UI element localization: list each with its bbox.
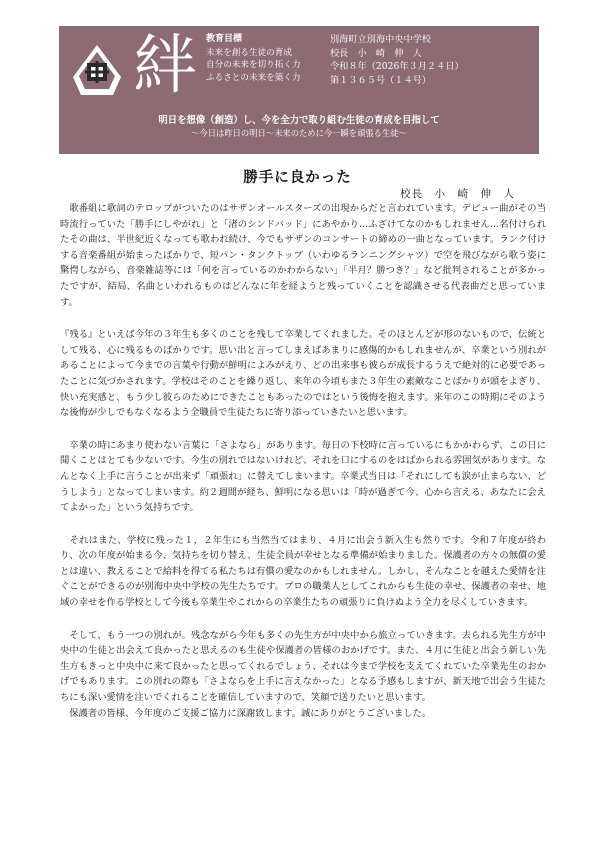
article-title: 勝手に良かった xyxy=(243,170,352,186)
article-paragraph: 保護者の皆様、今年度のご支援ご協力に深謝致します。誠にありがとうございました。 xyxy=(60,707,432,719)
issue-date: 令和８年（2026年３月２４日） xyxy=(330,61,464,72)
school-emblem-icon xyxy=(71,43,123,97)
article-paragraph: 卒業の時にあまり使わない言葉に「さよなら」があります。毎日の下校時に言っているにもかかわらず、この日に聞くことはとても少ないです。今生の別れではないけれど、それを口にするのをはばかられる雰囲気があります。なんとなく上手に言うことが出来ず「頑張れ」に替えてしまいます。卒業式当日は「それにしても涙が止まらない、どうしよう」となってしまいます。約２週間が経ち、鮮明になる思いは「時が過ぎて今、心から言える、あなたに会えてよかった」という気持ちです。 xyxy=(60,439,546,514)
article-paragraph: それはまた、学校に残った１，２年生にも当然当てはまり、４月に出会う新入生も然りです。令和７年度が終わり、次の年度が始まる今、気持ちを切り替え、生徒全員が幸せとなる準備が始まりました。保護者の方々の無償の愛とは違い、教えることで給料を得てる私たちは有償の愛なのかもしれません。しかし、そんなことを越えた愛情を注ぐことができるのが別海中央中学校の先生たちです。プロの職業人としてこれからも生徒の幸せ、保護者の幸せ、地域の幸せを作る学校として今後も卒業生やこれからの卒業生たちの頑張りに負けぬよう全力を尽くしていきます。 xyxy=(60,534,546,609)
school-name: 別海町立別海中央中学校 xyxy=(330,34,432,45)
school-info xyxy=(330,33,464,87)
article-body xyxy=(60,201,546,721)
article-paragraph: 『残る』といえば今年の３年生も多くのことを残して卒業してくれました。そのほとんどが形のないもので、伝統として残る、心に残るものばかりです。思い出と言ってしまえばあまりに感傷的かもしれませんが、卒業という別れがあることによって今までの言葉や行動が鮮明によみがえり、どの出来事も彼らが成長するうえで絶対的に必要であったことに気づかされます。学校はそのことを繰り返し、来年の今頃もまた３年生の素敵なことばかりが頭をよぎり、快い充実感と、もう少し彼らのためにできたこともあったのではという後悔を抱えます。来年のこの時期にそのような後悔が少しでもなくなるよう全職員で生徒たちに寄り添っていきたいと思います。 xyxy=(60,329,546,419)
issue-number: 第１３６５号（１４号） xyxy=(330,74,432,86)
goal-item: 自分の未来を切り拓く力 xyxy=(206,60,301,70)
education-goals xyxy=(206,33,301,84)
slogan-main: 明日を想像（創造）し、今を全力で取り組む生徒の育成を目指して xyxy=(158,115,440,126)
article-paragraph: そして、もう一つの別れが。残念ながら今年も多くの先生方が中央中から旅立っていきます。去られる先生方が中央中の生徒と出会えて良かったと思えるのも生徒や保護者の皆様のおかげです。また、４月に生徒と出会う新しい先生方もきっと中央中に来て良かったと思ってくれるでしょう、それは今まで学校を支えてくれていた卒業先生のおかげでもあります。この別れの際も「さよならを上手に言えなかった」となる予感もしますが、新天地で出会う生徒たちにも深い愛情を注いでくれることを確信していますので、笑顔で送りたいと思います。 xyxy=(60,629,546,704)
goal-item: 未来を創る生徒の育成 xyxy=(206,47,292,58)
principal-name: 校長 小 崎 伸 人 xyxy=(330,47,422,59)
goal-item: ふるさとの未来を築く力 xyxy=(206,72,301,83)
article-author: 校長 小 崎 伸 人 xyxy=(400,188,515,200)
goals-heading: 教育目標 xyxy=(206,34,243,44)
article-paragraph: 歌番組に歌詞のテロップがついたのはサザンオールスターズの出現からだと言われています。デビュー曲がその当時流行っていた「勝手にしやがれ」と「渚のシンドバッド」にあやかり…ふざけてなのかもしれません…名付けられたその曲は、半世紀近くなっても歌われ続け、今でもサザンのコンサートの締めの一曲となっています。ランク付けする音楽番組が始まったばかりで、短パン・タンクトップ（いわゆるランニングシャツ）で空を飛びながら歌う姿に驚愕しながら、音楽雑誌等には「何を言っているのかわからない」「半月？勝つき？」など批判されることが多かったですが、結局、名曲といわれるものはどんなに年を経ようと残っていくことを認識させる代表曲だと思っています。 xyxy=(60,203,546,308)
masthead-title: 絆 xyxy=(133,29,197,103)
slogan-sub: ～今日は昨日の明日～未来のために今一瞬を頑張る生徒～ xyxy=(191,128,407,138)
